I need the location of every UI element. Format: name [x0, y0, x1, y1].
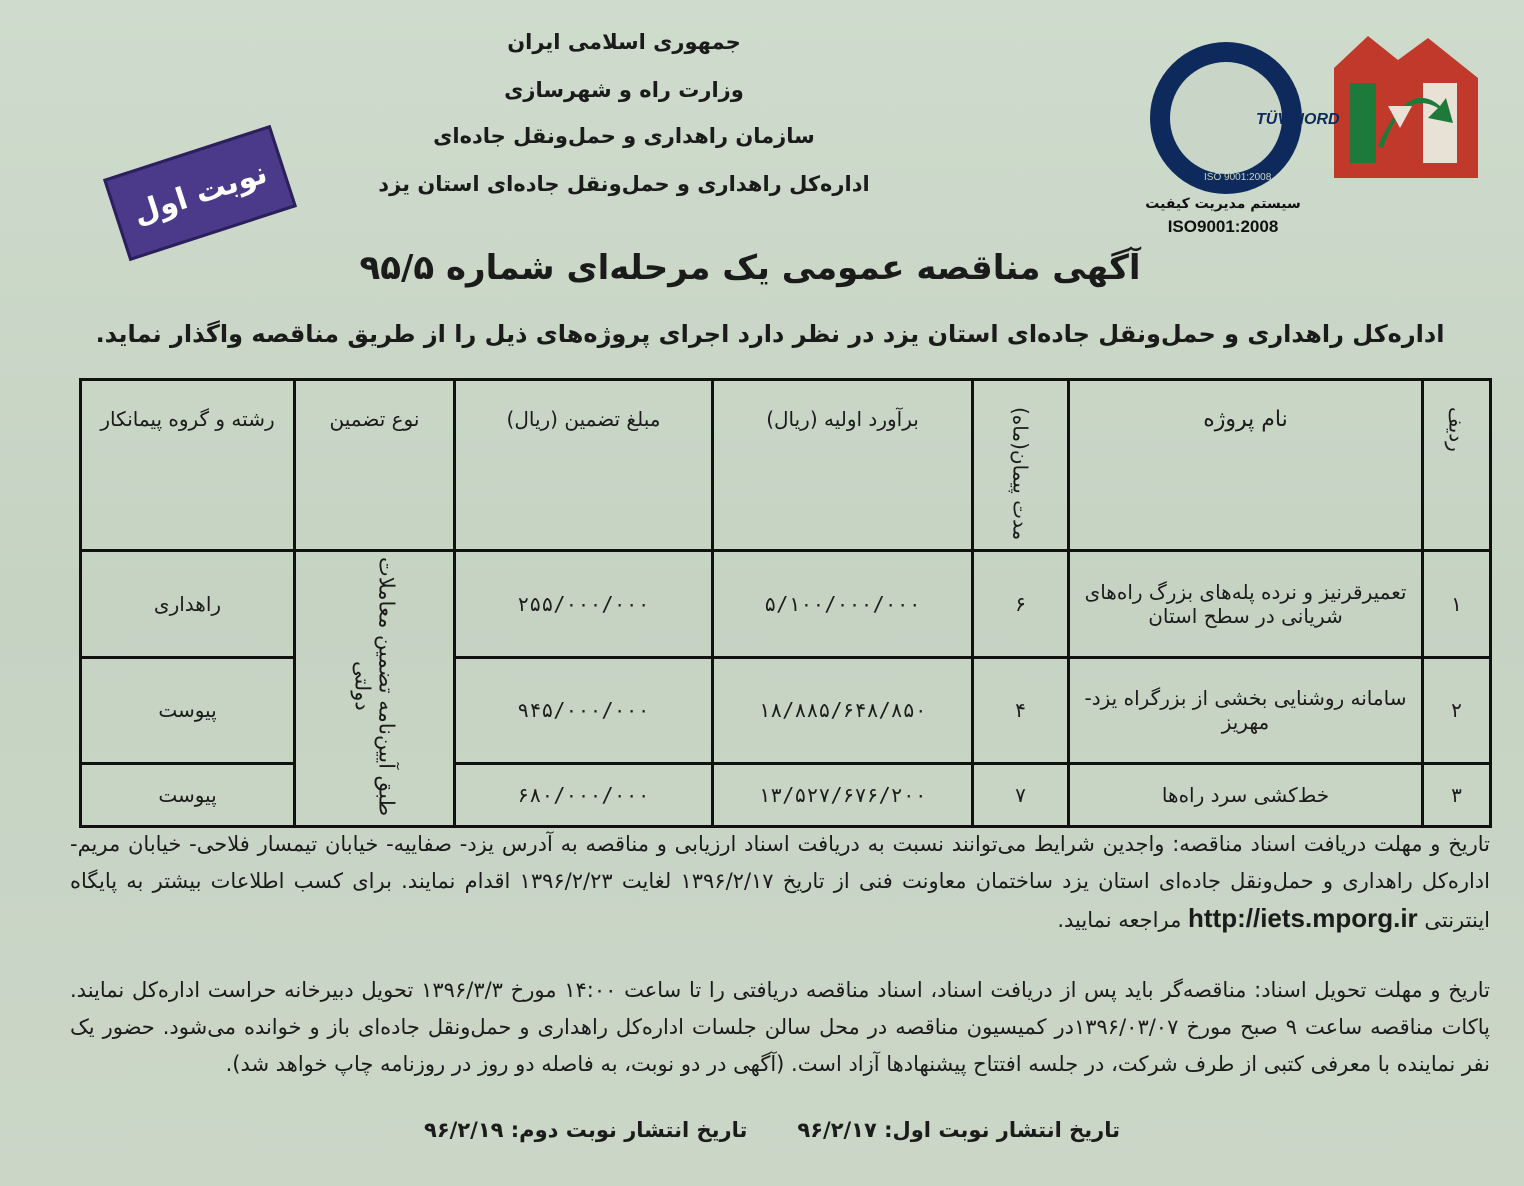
header-line-2: وزارت راه و شهرسازی: [504, 78, 744, 102]
contractor-group: پیوست: [81, 764, 295, 827]
guarantee-amount: ۲۵۵/۰۰۰/۰۰۰: [455, 551, 713, 657]
contractor-group: راهداری: [81, 551, 295, 657]
iso-standard: ISO9001:2008: [1167, 217, 1279, 236]
table-row: [81, 551, 1491, 657]
receipt-text-end: مراجعه نمایید.: [1057, 908, 1182, 932]
estimate: ۱۸/۸۸۵/۶۴۸/۸۵۰: [713, 657, 973, 763]
estimate: ۵/۱۰۰/۰۰۰/۰۰۰: [713, 551, 973, 657]
table-row: [81, 657, 1491, 763]
publication-dates: [400, 1118, 1120, 1142]
documents-receipt-paragraph: [70, 826, 1490, 939]
header-estimate: برآورد اولیه (ریال): [713, 380, 973, 551]
guarantee-type: طبق آیین‌نامه تضمین معاملات دولتی: [295, 551, 455, 827]
website-link[interactable]: http://iets.mporg.ir: [1188, 903, 1418, 933]
project-name: خط‌کشی سرد راه‌ها: [1069, 764, 1423, 827]
receipt-text: تاریخ و مهلت دریافت اسناد مناقصه: واجدین شرایط می‌توانند نسبت به دریافت اسناد ارزیابی و مناقصه به آدرس یزد- صفاییه- خیابان تیمسار فلاحی- خیابان مریم- اداره‌کل راهداری و حمل‌ونقل جاده‌ای استان یزد ساختمان معاونت فنی از تاریخ ۱۳۹۶/۲/۱۷ لغایت ۱۳۹۶/۲/۲۳ اقدام نمایند. برای کسب اطلاعات بیشتر به پایگاه اینترنتی: [70, 832, 1490, 932]
project-name: تعمیرقرنیز و نرده پله‌های بزرگ راه‌های شریانی در سطح استان: [1069, 551, 1423, 657]
rahdari-logo: [1328, 28, 1484, 188]
header-guarantee-amount: مبلغ تضمین (ریال): [455, 380, 713, 551]
duration: ۷: [973, 764, 1069, 827]
header-line-3: سازمان راهداری و حمل‌ونقل جاده‌ای: [433, 124, 815, 148]
tuv-iso-logo: [1138, 30, 1340, 240]
header-row-no: ردیف: [1423, 380, 1491, 551]
header-guarantee-type: نوع تضمین: [295, 380, 455, 551]
row-no: ۳: [1423, 764, 1491, 827]
first-turn-badge: نوبت اول: [103, 125, 297, 261]
header-line-4: اداره‌کل راهداری و حمل‌ونقل جاده‌ای استان یزد: [378, 172, 870, 196]
project-name: سامانه روشنایی بخشی از بزرگراه یزد- مهریز: [1069, 657, 1423, 763]
duration: ۶: [973, 551, 1069, 657]
guarantee-amount: ۶۸۰/۰۰۰/۰۰۰: [455, 764, 713, 827]
header-contractor-group: رشته و گروه پیمانکار: [81, 380, 295, 551]
header-line-1: جمهوری اسلامی ایران: [507, 30, 741, 54]
guarantee-amount: ۹۴۵/۰۰۰/۰۰۰: [455, 657, 713, 763]
header-duration: مدت پیمان(ماه): [973, 380, 1069, 551]
table-row: [81, 764, 1491, 827]
page-title: آگهی مناقصه عمومی یک مرحله‌ای شماره ۹۵/۵: [359, 248, 1141, 288]
first-publication-date: تاریخ انتشار نوبت اول: ۹۶/۲/۱۷: [797, 1118, 1120, 1142]
second-publication-date: تاریخ انتشار نوبت دوم: ۹۶/۲/۱۹: [424, 1118, 748, 1142]
header-project: نام پروژه: [1069, 380, 1423, 551]
projects-table: [79, 378, 1492, 828]
tuv-ring-text: ISO 9001:2008: [1204, 172, 1272, 183]
row-no: ۲: [1423, 657, 1491, 763]
intro-text: اداره‌کل راهداری و حمل‌ونقل جاده‌ای استان یزد در نظر دارد اجرای پروژه‌های ذیل را از طریق مناقصه واگذار نماید.: [95, 320, 1445, 348]
estimate: ۱۳/۵۲۷/۶۷۶/۲۰۰: [713, 764, 973, 827]
quality-caption: سیستم مدیریت کیفیت: [1145, 196, 1301, 212]
contractor-group: پیوست: [81, 657, 295, 763]
tuv-brand: TÜV NORD: [1256, 111, 1340, 128]
row-no: ۱: [1423, 551, 1491, 657]
duration: ۴: [973, 657, 1069, 763]
documents-delivery-paragraph: تاریخ و مهلت تحویل اسناد: مناقصه‌گر باید پس از دریافت اسناد، اسناد مناقصه دریافتی را تا ساعت ۱۴:۰۰ مورخ ۱۳۹۶/۳/۳ تحویل دبیرخانه حراست اداره‌کل نمایند. پاکات مناقصه ساعت ۹ صبح مورخ ۱۳۹۶/۰۳/۰۷در کمیسیون مناقصه در محل سالن جلسات اداره‌کل راهداری و حمل‌ونقل جاده‌ای باز و خوانده می‌شود. حضور یک نفر نماینده با معرفی کتبی از طرف شرکت، در جلسه افتتاح پیشنهادها آزاد است. (آگهی در دو نوبت، به فاصله دو روز در روزنامه چاپ خواهد شد).: [70, 978, 1491, 1076]
table-header-row: [81, 380, 1491, 551]
